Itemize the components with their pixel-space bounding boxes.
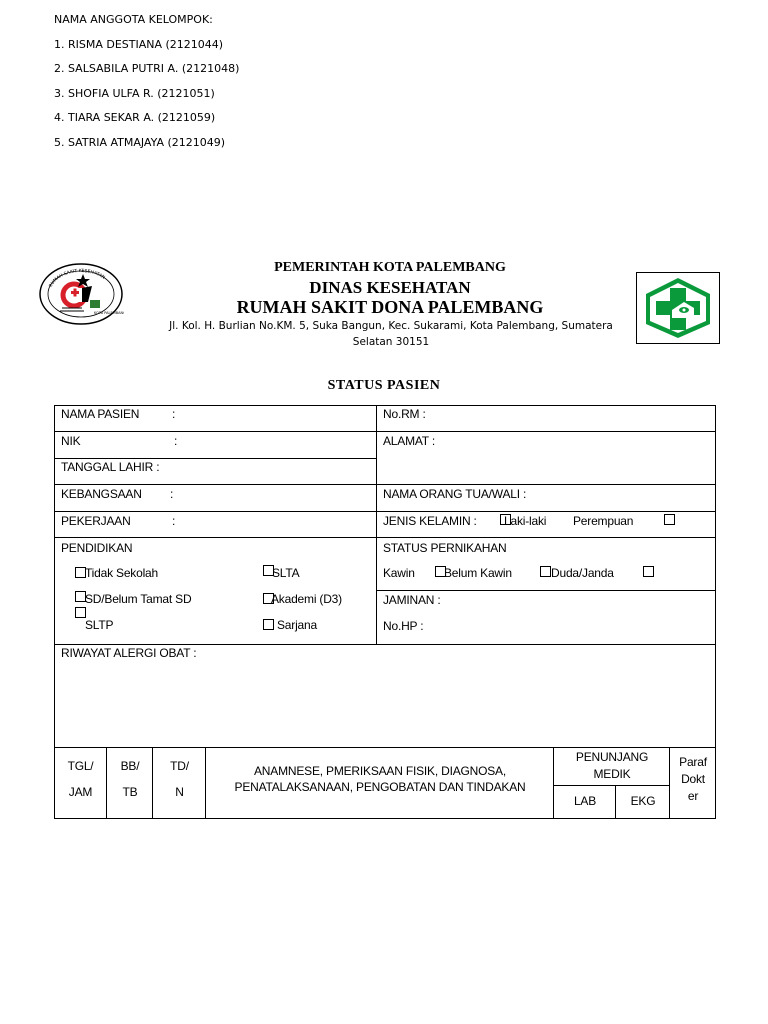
colon: : bbox=[172, 407, 176, 421]
form-title: STATUS PASIEN bbox=[327, 378, 441, 393]
colon: : bbox=[172, 514, 176, 528]
label-jaminan: JAMINAN : bbox=[383, 593, 441, 607]
col-tgl-line2: JAM bbox=[68, 785, 93, 799]
option-tidak-sekolah: Tidak Sekolah bbox=[85, 566, 158, 580]
col-anamnese-line2: PENATALAKSANAAN, PENGOBATAN DAN TINDAKAN bbox=[234, 780, 526, 794]
option-laki-laki: Laki-laki bbox=[504, 514, 547, 528]
label-nik: NIK bbox=[61, 434, 81, 448]
header-line-2: DINAS KESEHATAN bbox=[309, 278, 471, 297]
member-item: 1. RISMA DESTIANA (2121044) bbox=[54, 37, 224, 51]
label-pendidikan: PENDIDIKAN bbox=[61, 541, 133, 555]
label-no-hp: No.HP : bbox=[383, 619, 424, 633]
label-alamat: ALAMAT : bbox=[383, 434, 435, 448]
colon: : bbox=[170, 487, 174, 501]
label-pekerjaan: PEKERJAAN bbox=[61, 514, 131, 528]
member-item: 4. TIARA SEKAR A. (2121059) bbox=[54, 111, 216, 124]
col-penunjang-line2: MEDIK bbox=[593, 767, 631, 781]
checkbox-duda-janda[interactable] bbox=[643, 566, 654, 577]
member-item: 5. SATRIA ATMAJAYA (2121049) bbox=[54, 135, 226, 149]
label-no-rm: No.RM : bbox=[383, 407, 426, 421]
label-jenis-kelamin: JENIS KELAMIN : bbox=[383, 514, 477, 528]
member-item: 2. SALSABILA PUTRI A. (2121048) bbox=[54, 62, 240, 75]
checkbox-belum-kawin[interactable] bbox=[540, 566, 551, 577]
label-nama-orang-tua: NAMA ORANG TUA/WALI : bbox=[383, 487, 527, 501]
hospital-name: RUMAH SAKIT DONA PALEMBANG bbox=[236, 297, 544, 317]
option-sd: SD/Belum Tamat SD bbox=[85, 592, 192, 606]
option-belum-kawin: Belum Kawin bbox=[444, 566, 512, 580]
checkbox-sltp[interactable] bbox=[75, 607, 86, 618]
option-sarjana: Sarjana bbox=[277, 618, 317, 632]
member-heading: NAMA ANGGOTA KELOMPOK: bbox=[54, 13, 213, 26]
address-line-1: Jl. Kol. H. Burlian No.KM. 5, Suka Bangun, Kec. Sukarami, Kota Palembang, Sumatera bbox=[169, 320, 613, 332]
label-nama-pasien: NAMA PASIEN bbox=[61, 407, 140, 421]
col-penunjang-line1: PENUNJANG bbox=[575, 750, 649, 764]
col-bb-line1: BB/ bbox=[120, 759, 140, 773]
label-kebangsaan: KEBANGSAAN bbox=[61, 487, 142, 501]
option-kawin: Kawin bbox=[383, 566, 415, 580]
colon: : bbox=[174, 434, 178, 448]
city-logo-text: RUMAH SAKIT KESEHATAN bbox=[48, 268, 106, 289]
checkbox-perempuan[interactable] bbox=[664, 514, 675, 525]
col-td-line2: N bbox=[175, 785, 184, 799]
option-perempuan: Perempuan bbox=[573, 514, 634, 528]
col-tgl-line1: TGL/ bbox=[67, 759, 94, 773]
option-duda-janda: Duda/Janda bbox=[551, 566, 614, 580]
col-bb-line2: TB bbox=[122, 785, 138, 799]
option-slta: SLTA bbox=[272, 566, 300, 580]
city-logo-subtext: KOTA PALEMBANG bbox=[94, 311, 124, 315]
label-tanggal-lahir: TANGGAL LAHIR : bbox=[61, 460, 160, 474]
col-paraf-line2: Dokt bbox=[681, 772, 705, 786]
col-lab: LAB bbox=[573, 794, 597, 808]
option-akademi: Akademi (D3) bbox=[271, 592, 342, 606]
header-line-1: PEMERINTAH KOTA PALEMBANG bbox=[274, 260, 506, 275]
col-ekg: EKG bbox=[630, 794, 656, 808]
checkbox-sarjana[interactable] bbox=[263, 619, 274, 630]
member-item: 3. SHOFIA ULFA R. (2121051) bbox=[54, 86, 215, 100]
label-status-pernikahan: STATUS PERNIKAHAN bbox=[383, 541, 507, 555]
option-sltp: SLTP bbox=[85, 618, 114, 632]
label-riwayat-alergi: RIWAYAT ALERGI OBAT : bbox=[61, 646, 197, 660]
col-anamnese-line1: ANAMNESE, PMERIKSAAN FISIK, DIAGNOSA, bbox=[254, 764, 506, 778]
address-line-2: Selatan 30151 bbox=[352, 336, 430, 348]
col-paraf-line3: er bbox=[687, 789, 699, 803]
col-paraf-line1: Paraf bbox=[679, 755, 707, 769]
col-td-line1: TD/ bbox=[170, 759, 189, 773]
